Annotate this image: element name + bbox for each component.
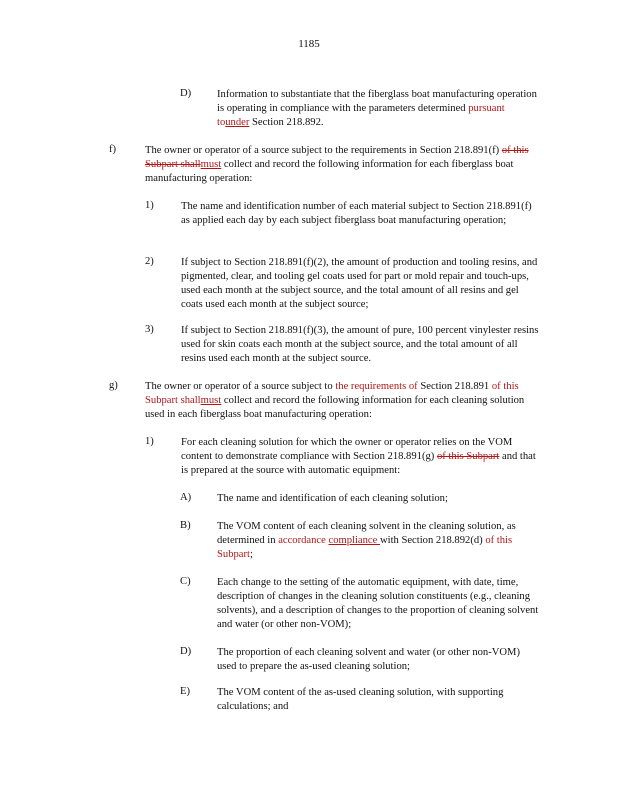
text-run: collect and record the following information for each cleaning solution used in each fiberglass boat manufacturing operation:: [145, 395, 525, 420]
text-run: Each change to the setting of the automatic equipment, with date, time, description of changes in the cleaning solution constituents (e.g., cleaning solvents), and a description of changes to the proportion of cleaning solvent and water (or other non-VOM);: [217, 577, 539, 630]
text-run: Information to substantiate that the fiberglass boat manufacturing operation is operating in compliance with the parameters determined: [217, 89, 537, 114]
paragraph-text: [181, 200, 537, 228]
paragraph-label: D): [180, 88, 192, 99]
paragraph-label: B): [180, 520, 191, 531]
text-run: Section 218.891: [417, 381, 492, 392]
paragraph-label: 3): [145, 324, 154, 335]
text-run: The proportion of each cleaning solvent and water (or other non-VOM) used to prepare the as-used cleaning solution;: [217, 647, 520, 672]
paragraph-label: 1): [145, 200, 154, 211]
paragraph-text: [181, 256, 541, 312]
text-run: and that is prepared at the source with automatic equipment:: [181, 451, 536, 476]
paragraph-label: D): [180, 646, 192, 657]
paragraph-text: [217, 686, 517, 714]
text-run: The name and identification number of each material subject to Section 218.891(f) as applied each day by each subject fiberglass boat manufacturing operation;: [181, 201, 532, 226]
paragraph-text: [181, 436, 541, 478]
text-run: The name and identification of each cleaning solution;: [217, 493, 448, 504]
paragraph-text: [217, 576, 547, 632]
paragraph-text: [217, 646, 537, 674]
inserted-text: of this Subpart: [217, 535, 513, 560]
text-run: The VOM content of the as-used cleaning solution, with supporting calculations; and: [217, 687, 504, 712]
text-run: For each cleaning solution for which the owner or operator relies on the VOM content to demonstrate compliance with Section 218.891(g): [181, 437, 513, 462]
paragraph-label: 1): [145, 436, 154, 447]
paragraph-label: g): [109, 380, 118, 391]
text-run: with Section 218.892(d): [379, 535, 486, 546]
inserted-text: pursuant to: [217, 103, 505, 128]
paragraph-label: C): [180, 576, 191, 587]
text-run: The owner or operator of a source subject to the requirements in Section 218.891(f): [145, 145, 502, 156]
text-run: If subject to Section 218.891(f)(2), the amount of production and tooling resins, and pigmented, clear, and tooling gel coats used for part or mold repair and touch-ups, used each month at the subject source, and the total amount of all resins and gel coats used each month at the subject source;: [181, 257, 538, 310]
inserted-underlined-text: must: [200, 159, 222, 170]
inserted-text: the requirements of: [335, 381, 418, 392]
paragraph-text: [145, 380, 535, 422]
inserted-text: accordance: [278, 535, 326, 546]
page-number: 1185: [298, 38, 320, 50]
paragraph-text: [145, 144, 537, 186]
paragraph-label: 2): [145, 256, 154, 267]
deleted-text: of this Subpart shall: [145, 145, 529, 170]
deleted-text: of this Subpart: [436, 451, 500, 462]
text-run: If subject to Section 218.891(f)(3), the amount of pure, 100 percent vinylester resins used for skin coats each month at the subject source, and the total amount of all resins used each month at the subject source.: [181, 325, 539, 364]
text-run: The VOM content of each cleaning solvent in the cleaning solution, as determined in: [217, 521, 516, 546]
inserted-underlined-text: must: [200, 395, 222, 406]
paragraph-text: [181, 324, 543, 366]
text-run: Section 218.892.: [249, 117, 324, 128]
text-run: ;: [249, 549, 253, 560]
paragraph-text: [217, 88, 537, 130]
inserted-underlined-text: compliance: [328, 535, 380, 546]
inserted-underlined-text: under: [225, 117, 250, 128]
text-run: The owner or operator of a source subject to: [145, 381, 336, 392]
paragraph-text: [217, 492, 537, 506]
paragraph-label: A): [180, 492, 192, 503]
text-run: collect and record the following information for each fiberglass boat manufacturing operation:: [145, 159, 514, 184]
inserted-text: of this Subpart shall: [145, 381, 519, 406]
paragraph-label: f): [109, 144, 117, 155]
paragraph-label: E): [180, 686, 190, 697]
paragraph-text: [217, 520, 533, 562]
